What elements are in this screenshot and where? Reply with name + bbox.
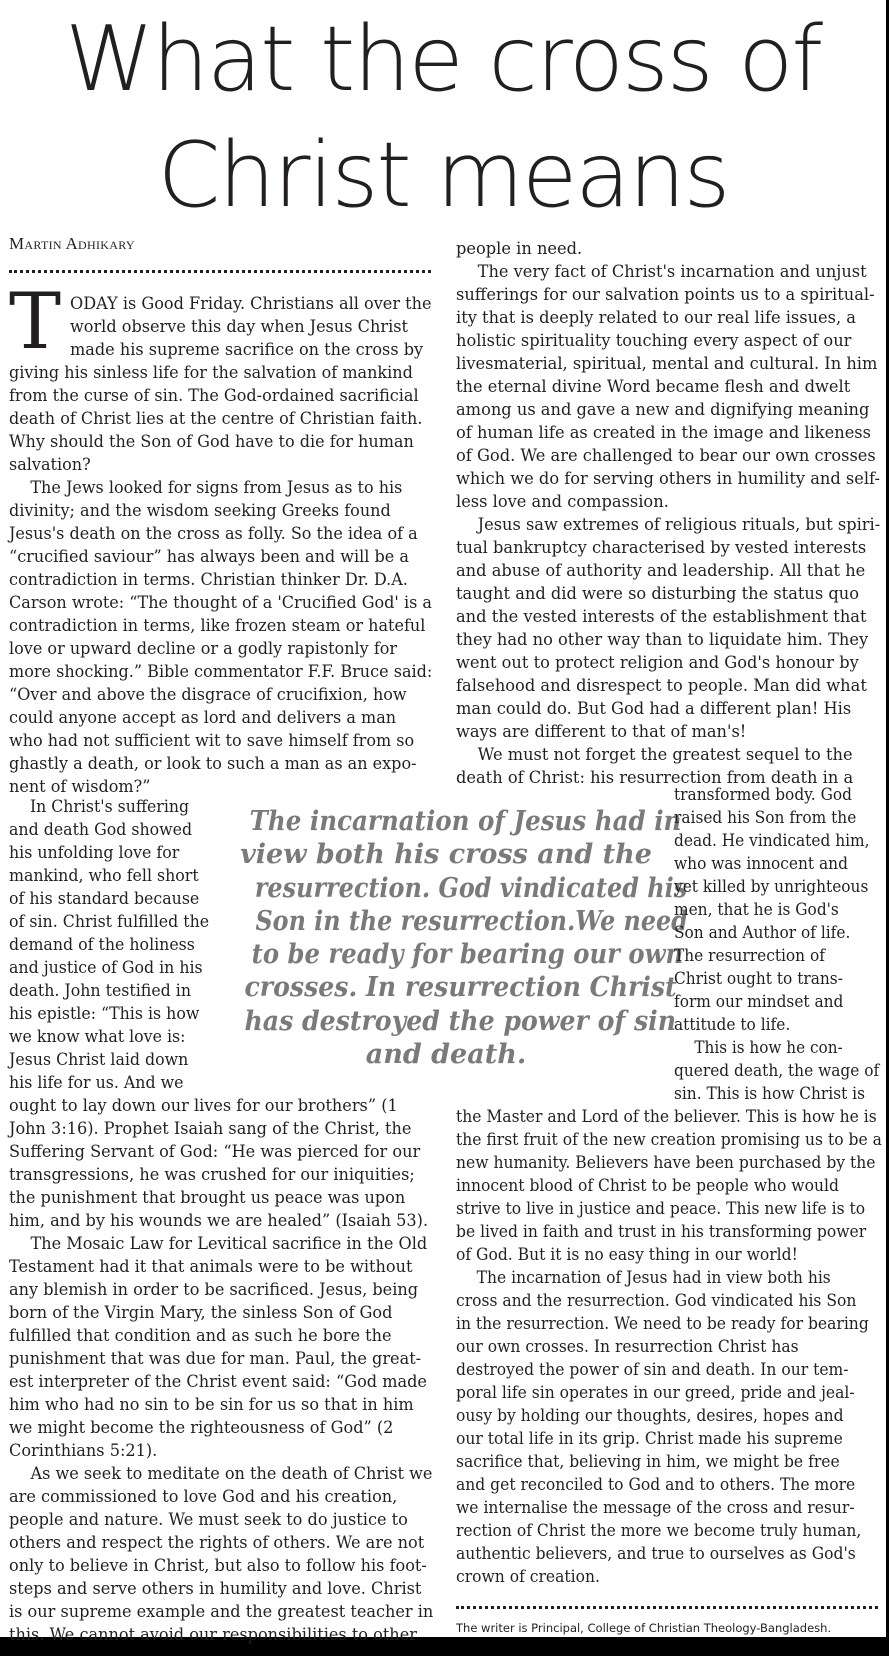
text-line: The Mosaic Law for Levitical sacrifice in the Old xyxy=(30,1234,428,1253)
col2-top-block xyxy=(456,237,888,789)
text-line: the eternal divine Word became flesh and dwelt xyxy=(456,377,851,396)
text-line: only to believe in Christ, but also to follow his foot- xyxy=(9,1556,427,1575)
text-line: steps and serve others in humility and love. Christ xyxy=(9,1579,422,1598)
text-line: ways are different to that of man's! xyxy=(456,722,747,741)
headline-line-1: What the cross of xyxy=(64,7,822,112)
text-line: punishment that was due for man. Paul, the great- xyxy=(9,1349,422,1368)
text-line: our total life in its grip. Christ made his supreme xyxy=(456,1429,843,1448)
text-line: new humanity. Believers have been purchased by the xyxy=(456,1153,876,1172)
text-line: transformed body. God xyxy=(674,785,852,804)
text-line: and death God showed xyxy=(9,820,193,839)
text-line: transgressions, he was crushed for our iniquities; xyxy=(9,1165,415,1184)
text-line: his life for us. And we xyxy=(9,1073,184,1092)
text-line: John 3:16). Prophet Isaiah sang of the Christ, the xyxy=(9,1119,412,1138)
pull-quote-line: Son in the resurrection.We need xyxy=(255,905,688,937)
text-line: of God. But it is no easy thing in our world! xyxy=(456,1245,798,1264)
byline-dotted-rule xyxy=(9,270,431,273)
text-line: cross and the resurrection. God vindicated his Son xyxy=(456,1291,857,1310)
text-line: contradiction in terms, like frozen steam or hateful xyxy=(9,616,426,635)
pull-quote-line: resurrection. God vindicated his xyxy=(254,872,688,904)
text-line: ousy by holding our thoughts, desires, hopes and xyxy=(456,1406,844,1425)
headline-line-2: Christ means xyxy=(157,123,729,228)
pull-quote xyxy=(230,805,688,1071)
text-line: and get reconciled to God and to others. The more xyxy=(456,1475,856,1494)
text-line: Jesus Christ laid down xyxy=(9,1050,189,1069)
text-line: mankind, who fell short xyxy=(9,866,199,885)
text-line: who had not sufficient wit to save himself from so xyxy=(9,731,415,750)
text-line: less love and compassion. xyxy=(456,492,669,511)
text-line: crown of creation. xyxy=(456,1567,600,1586)
col1-dropcap-block xyxy=(70,292,440,361)
pull-quote-line: crosses. In resurrection Christ xyxy=(244,972,677,1004)
text-line: giving his sinless life for the salvation of mankind xyxy=(9,363,413,382)
text-line: of God. We are challenged to bear our own crosses xyxy=(456,446,876,465)
text-line: authentic believers, and true to ourselves as God's xyxy=(456,1544,856,1563)
text-line: est interpreter of the Christ event said: “God made xyxy=(9,1372,427,1391)
text-line: they had no other way than to liquidate him. They xyxy=(456,630,869,649)
text-line: fulfilled that condition and as such he bore the xyxy=(9,1326,392,1345)
text-line: “crucified saviour” has always been and will be a xyxy=(9,547,409,566)
text-line: from the curse of sin. The God-ordained sacrificial xyxy=(9,386,419,405)
text-line: innocent blood of Christ to be people who would xyxy=(456,1176,839,1195)
text-line: love or upward decline or a godly rapistonly for xyxy=(9,639,398,658)
text-line: tual bankruptcy characterised by vested interests xyxy=(456,538,867,557)
text-line: destroyed the power of sin and death. In our tem- xyxy=(456,1360,849,1379)
text-line: dead. He vindicated him, xyxy=(674,831,870,850)
text-line: went out to protect religion and God's honour by xyxy=(456,653,859,672)
text-line: him who had no sin to be sin for us so that in him xyxy=(9,1395,414,1414)
text-line: contradiction in terms. Christian thinker Dr. D.A. xyxy=(9,570,408,589)
text-line: death. John testified in xyxy=(9,981,192,1000)
text-line: which we do for serving others in humility and self- xyxy=(456,469,880,488)
text-line: The incarnation of Jesus had in view both his xyxy=(476,1268,831,1287)
text-line: divinity; and the wisdom seeking Greeks found xyxy=(9,501,391,520)
text-line: him, and by his wounds we are healed” (Isaiah 53). xyxy=(9,1211,429,1230)
text-line: The resurrection of xyxy=(674,946,825,965)
text-line: sin. This is how Christ is xyxy=(674,1084,865,1103)
text-line: nent of wisdom?” xyxy=(9,777,151,796)
text-line: The very fact of Christ's incarnation and unjust xyxy=(477,262,867,281)
text-line: who was innocent and xyxy=(674,854,848,873)
text-line: Carson wrote: “The thought of a 'Crucified God' is a xyxy=(9,593,432,612)
text-line: of sin. Christ fulfilled the xyxy=(9,912,210,931)
text-line: be lived in faith and trust in his transforming power xyxy=(456,1222,867,1241)
text-line: people in need. xyxy=(456,239,583,258)
text-line: the Master and Lord of the believer. This is how he is xyxy=(456,1107,877,1126)
footnote-dotted-rule xyxy=(456,1606,878,1609)
text-line: and justice of God in his xyxy=(9,958,203,977)
text-line: attitude to life. xyxy=(674,1015,791,1034)
text-line: the punishment that brought us peace was upon xyxy=(9,1188,406,1207)
text-line: taught and did were so disturbing the status quo xyxy=(456,584,859,603)
text-line: of his standard because xyxy=(9,889,200,908)
text-line: quered death, the wage of xyxy=(674,1061,880,1080)
text-line: death of Christ lies at the centre of Christian faith. xyxy=(9,409,423,428)
text-line: Why should the Son of God have to die for human xyxy=(9,432,414,451)
col2-narrow-block xyxy=(674,783,889,1105)
text-line: In Christ's suffering xyxy=(29,797,190,816)
pull-quote-line: has destroyed the power of sin xyxy=(244,1005,677,1037)
text-line: We must not forget the greatest sequel to the xyxy=(477,745,853,764)
text-line: Testament had it that animals were to be without xyxy=(9,1257,413,1276)
text-line: his unfolding love for xyxy=(9,843,180,862)
text-line: ought to lay down our lives for our brothers” (1 xyxy=(9,1096,398,1115)
text-line: more shocking.” Bible commentator F.F. Bruce said: xyxy=(9,662,433,681)
pull-quote-line: and death. xyxy=(365,1039,527,1071)
text-line: This is how he con- xyxy=(694,1038,843,1057)
text-line: we know what love is: xyxy=(9,1027,186,1046)
text-line: our own crosses. In resurrection Christ has xyxy=(456,1337,799,1356)
text-line: falsehood and disrespect to people. Man did what xyxy=(456,676,867,695)
text-line: ity that is deeply related to our real life issues, a xyxy=(456,308,856,327)
text-line: world observe this day when Jesus Christ xyxy=(70,317,408,336)
text-line: we internalise the message of the cross and resur- xyxy=(456,1498,855,1517)
text-line: rection of Christ the more we become truly human, xyxy=(456,1521,862,1540)
text-line: is our supreme example and the greatest teacher in xyxy=(9,1602,434,1621)
text-line: in the resurrection. We need to be ready for bearing xyxy=(456,1314,869,1333)
text-line: men, that he is God's xyxy=(674,900,839,919)
text-line: ODAY is Good Friday. Christians all over the xyxy=(70,294,432,313)
text-line: As we seek to meditate on the death of Christ we xyxy=(30,1464,433,1483)
byline: Martin Adhikary xyxy=(9,234,135,253)
text-line: this. We cannot avoid our responsibilities to other xyxy=(9,1625,417,1644)
drop-cap: T xyxy=(9,277,62,367)
col1-top-block xyxy=(9,361,445,798)
text-line: his epistle: “This is how xyxy=(9,1004,200,1023)
text-line: raised his Son from the xyxy=(674,808,857,827)
text-line: others and respect the rights of others. We are not xyxy=(9,1533,425,1552)
text-line: Corinthians 5:21). xyxy=(9,1441,158,1460)
text-line: Jesus saw extremes of religious rituals, but spiri- xyxy=(477,515,881,534)
writer-footnote: The writer is Principal, College of Christian Theology-Bangladesh. xyxy=(456,1621,832,1635)
text-line: poral life sin operates in our greed, pride and jeal- xyxy=(456,1383,855,1402)
text-line: livesmaterial, spiritual, mental and cultural. In him xyxy=(456,354,878,373)
text-line: any blemish in order to be sacrificed. Jesus, being xyxy=(9,1280,419,1299)
text-line: we might become the righteousness of God” (2 xyxy=(9,1418,394,1437)
text-line: people and nature. We must seek to do justice to xyxy=(9,1510,408,1529)
pull-quote-line: The incarnation of Jesus had in xyxy=(249,806,682,837)
text-line: ghastly a death, or look to such a man as an expo- xyxy=(9,754,417,773)
col2-bottom-block xyxy=(456,1105,889,1588)
text-line: death of Christ: his resurrection from death in a xyxy=(456,768,854,787)
text-line: and the vested interests of the establishment that xyxy=(456,607,867,626)
pull-quote-line: to be ready for bearing our own xyxy=(251,939,684,971)
text-line: and abuse of authority and leadership. All that he xyxy=(456,561,866,580)
col1-bottom-block xyxy=(9,1094,443,1646)
text-line: man could do. But God had a different plan! His xyxy=(456,699,852,718)
text-line: are commissioned to love God and his creation, xyxy=(9,1487,398,1506)
pull-quote-line: view both his cross and the xyxy=(240,839,652,871)
headline xyxy=(0,2,886,234)
text-line: Son and Author of life. xyxy=(674,923,851,942)
text-line: sacrifice that, believing in him, we might be free xyxy=(456,1452,840,1471)
text-line: among us and gave a new and dignifying meaning xyxy=(456,400,870,419)
text-line: The Jews looked for signs from Jesus as to his xyxy=(30,478,403,497)
text-line: salvation? xyxy=(9,455,91,474)
text-line: holistic spirituality touching every aspect of our xyxy=(456,331,852,350)
text-line: Christ ought to trans- xyxy=(674,969,843,988)
text-line: strive to live in justice and peace. This new life is to xyxy=(456,1199,866,1218)
text-line: Jesus's death on the cross as folly. So the idea of a xyxy=(9,524,418,543)
col1-narrow-block xyxy=(9,795,218,1094)
text-line: made his supreme sacrifice on the cross by xyxy=(70,340,424,359)
text-line: sufferings for our salvation points us to a spiritual- xyxy=(456,285,875,304)
text-line: form our mindset and xyxy=(674,992,844,1011)
text-line: of human life as created in the image and likeness xyxy=(456,423,871,442)
text-line: Suffering Servant of God: “He was pierced for our xyxy=(9,1142,421,1161)
text-line: yet killed by unrighteous xyxy=(674,877,869,896)
text-line: the first fruit of the new creation promising us to be a xyxy=(456,1130,882,1149)
text-line: born of the Virgin Mary, the sinless Son of God xyxy=(9,1303,393,1322)
text-line: “Over and above the disgrace of crucifixion, how xyxy=(9,685,407,704)
text-line: could anyone accept as lord and delivers a man xyxy=(9,708,397,727)
text-line: demand of the holiness xyxy=(9,935,195,954)
